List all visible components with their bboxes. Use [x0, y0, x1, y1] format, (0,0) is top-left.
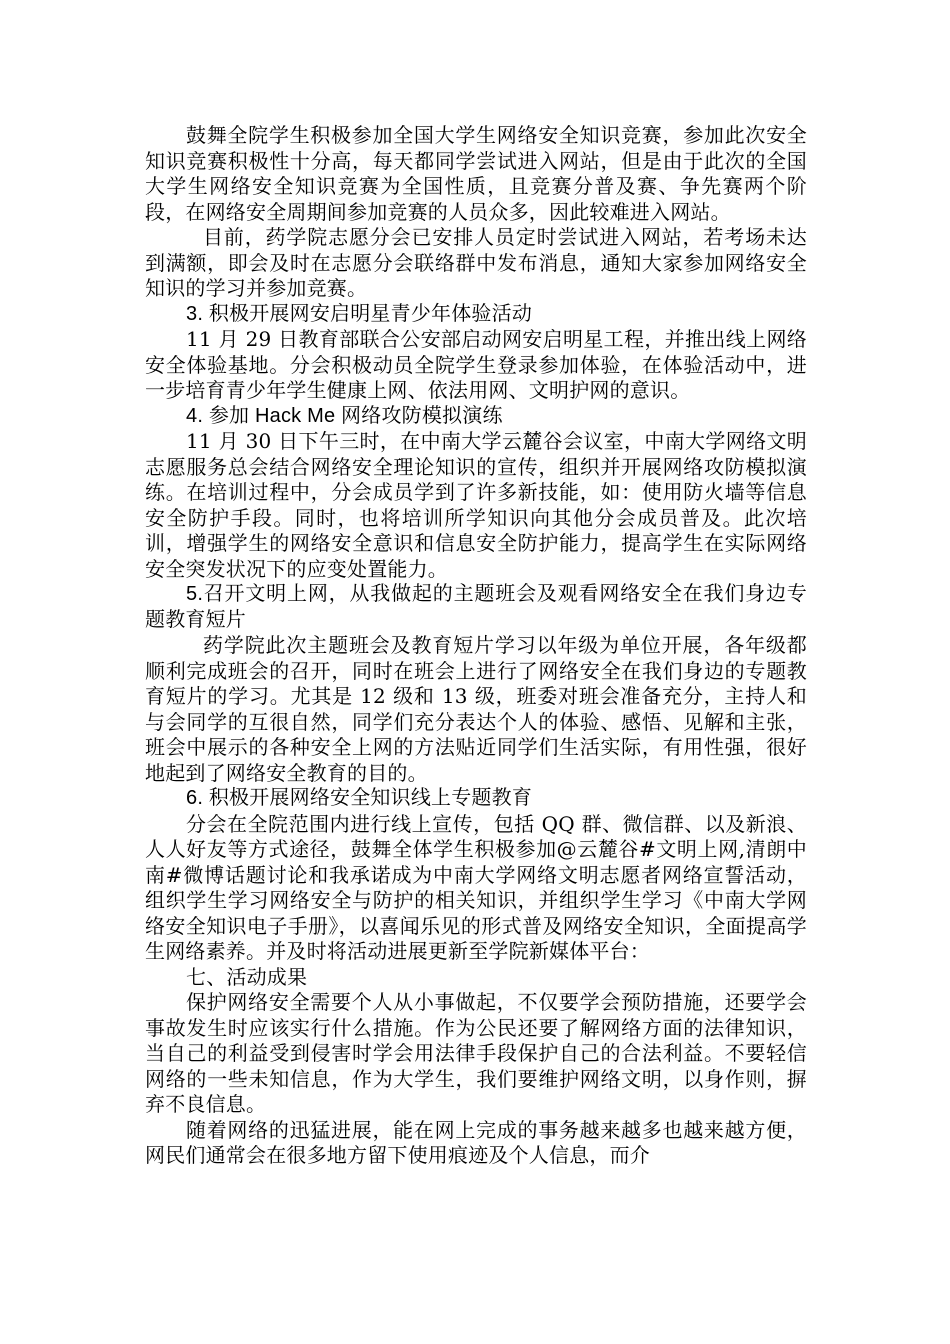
body-paragraph: 保护网络安全需要个人从小事做起，不仅要学会预防措施，还要学会事故发生时应该实行什么措施。作为公民还要了解网络方面的法律知识，当自己的利益受到侵害时学会用法律手段保护自己的合法利益。不要轻信网络的一些未知信息，作为大学生，我们要维护网络文明，以身作则，摒弃不良信息。: [145, 990, 807, 1116]
body-paragraph: 分会在全院范围内进行线上宣传，包括 QQ 群、微信群、以及新浪、人人好友等方式途径，鼓舞全体学生积极参加@云麓谷#文明上网,清朗中南#微博话题讨论和我承诺成为中南大学网络文明志愿者网络宣誓活动，组织学生学习网络安全与防护的相关知识，并组织学生学习《中南大学网络安全知识电子手册》，以喜闻乐见的形式普及网络安全知识，全面提高学生网络素养。并及时将活动进展更新至学院新媒体平台：: [145, 811, 807, 963]
section-heading: 6. 积极开展网络安全知识线上专题教育: [186, 787, 533, 809]
body-paragraph: 11 月 29 日教育部联合公安部启动网安启明星工程，并推出线上网络安全体验基地。分会积极动员全院学生登录参加体验，在体验活动中，进一步培育青少年学生健康上网、依法用网、文明护网的意识。: [145, 327, 807, 402]
body-paragraph: 目前，药学院志愿分会已安排人员定时尝试进入网站，若考场未达到满额，即会及时在志愿分会联络群中发布消息，通知大家参加网络安全知识的学习并参加竞赛。: [145, 225, 807, 300]
body-paragraph: 11 月 30 日下午三时，在中南大学云麓谷会议室，中南大学网络文明志愿服务总会结合网络安全理论知识的宣传，组织并开展网络攻防模拟演练。在培训过程中，分会成员学到了许多新技能，如：使用防火墙等信息安全防护手段。同时，也将培训所学知识向其他分会成员普及。此次培训，增强学生的网络安全意识和信息安全防护能力，提高学生在实际网络安全突发状况下的应变处置能力。: [145, 429, 807, 581]
section-heading: 七、活动成果: [186, 964, 308, 989]
section-heading: 4. 参加 Hack Me 网络攻防模拟演练: [186, 404, 503, 427]
body-paragraph: 鼓舞全院学生积极参加全国大学生网络安全知识竞赛，参加此次安全知识竞赛积极性十分高，每天都同学尝试进入网站，但是由于此次的全国大学生网络安全知识竞赛为全国性质，且竞赛分普及赛、争先赛两个阶段，在网络安全周期间参加竞赛的人员众多，因此较难进入网站。: [145, 123, 807, 224]
document-page: [145, 123, 807, 1169]
section-heading: 3. 积极开展网安启明星青少年体验活动: [186, 302, 533, 325]
body-paragraph: 随着网络的迅猛进展，能在网上完成的事务越来越多也越来越方便，网民们通常会在很多地方留下使用痕迹及个人信息，而介: [145, 1117, 807, 1167]
section-heading: 5.召开文明上网，从我做起的主题班会及观看网络安全在我们身边专题教育短片: [145, 583, 807, 631]
body-paragraph: 药学院此次主题班会及教育短片学习以年级为单位开展，各年级都顺利完成班会的召开，同时在班会上进行了网络安全在我们身边的专题教育短片的学习。尤其是 12 级和 13 级，班委对班会准备充分，主持人和与会同学的互很自然，同学们充分表达个人的体验、感悟、见解和主张，班会中展示的各种安全上网的方法贴近同学们生活实际，有用性强，很好地起到了网络安全教育的目的。: [145, 633, 807, 785]
